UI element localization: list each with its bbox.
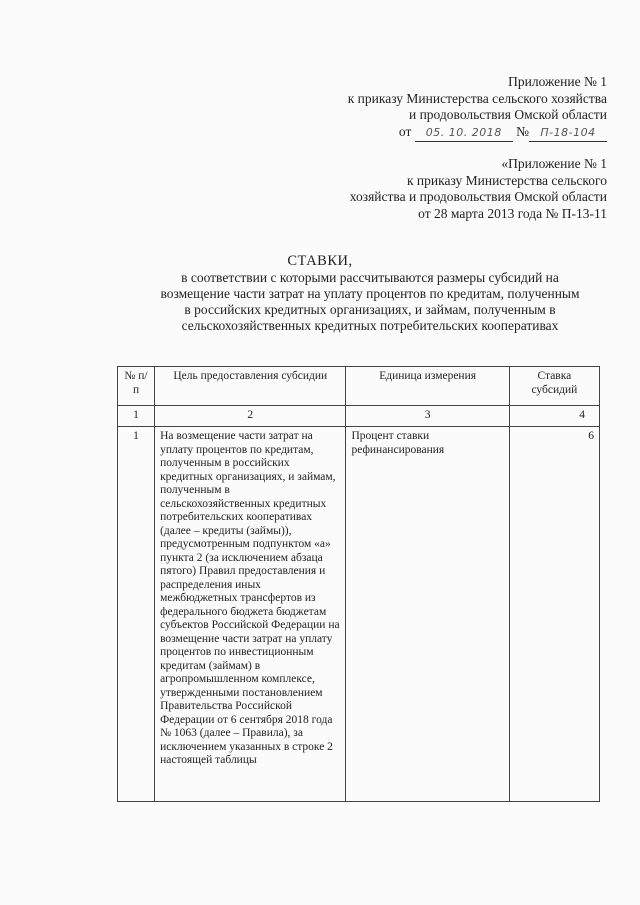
table-row [118, 427, 600, 802]
header-rate: Ставка субсидий [509, 367, 599, 406]
column-number-1: 1 [118, 406, 155, 427]
document-subtitle: в соответствии с которыми рассчитываются размеры субсидий на возмещение части затрат на уплату процентов по кредитам, полученным в российских кредитных организациях, и займам, полученным в сельскохозяйственных кредитных потребительских кооперативах [160, 270, 580, 333]
document-title: СТАВКИ, [287, 253, 353, 269]
original-line-1: «Приложение № 1 [501, 156, 607, 171]
table-header-row [118, 367, 600, 406]
appendix-line-2: к приказу Министерства сельского хозяйства [347, 90, 607, 106]
appendix-header [267, 74, 607, 142]
handwritten-number: П-18-104 [529, 125, 607, 143]
header-purpose: Цель предоставления субсидии [155, 367, 346, 406]
row-unit: Процент ставки рефинансирования [346, 427, 509, 802]
header-unit: Единица измерения [346, 367, 509, 406]
original-line-2: к приказу Министерства сельского [406, 172, 607, 188]
column-number-4: 4 [509, 406, 599, 427]
appendix-line-1: Приложение № 1 [508, 74, 607, 89]
handwritten-date: 05. 10. 2018 [415, 125, 513, 143]
column-number-row [118, 406, 600, 427]
row-rate: 6 [509, 427, 599, 802]
appendix-date-number-row [267, 124, 607, 143]
original-appendix-header [277, 156, 607, 222]
from-label: от [398, 123, 412, 139]
column-number-2: 2 [155, 406, 346, 427]
number-label: № [516, 123, 529, 139]
appendix-line-3: и продовольствия Омской области [408, 107, 607, 122]
original-line-4: от 28 марта 2013 года № П-13-11 [418, 205, 607, 221]
rates-table [117, 366, 600, 802]
row-purpose: На возмещение части затрат на уплату процентов по кредитам, полученным в российских кредитных организациях, и займам, полученным в сельскохозяйственных кредитных потребительских кооперативах (далее – кредиты (займы)), предусмотренным подпунктом «а» пункта 2 (за исключением абзаца пятого) Правил предоставления и распределения иных межбюджетных трансфертов из федерального бюджета бюджетам субъектов Российской Федерации на возмещение части затрат на уплату процентов по инвестиционным кредитам (займам) в агропромышленном комплексе, утвержденными постановлением Правительства Российской Федерации от 6 сентября 2018 года № 1063 (далее – Правила), за исключением указанных в строке 2 настоящей таблицы [155, 427, 346, 802]
original-line-3: хозяйства и продовольствия Омской области [349, 189, 607, 204]
column-number-3: 3 [346, 406, 509, 427]
row-number: 1 [118, 427, 155, 802]
header-number: № п/п [118, 367, 155, 406]
